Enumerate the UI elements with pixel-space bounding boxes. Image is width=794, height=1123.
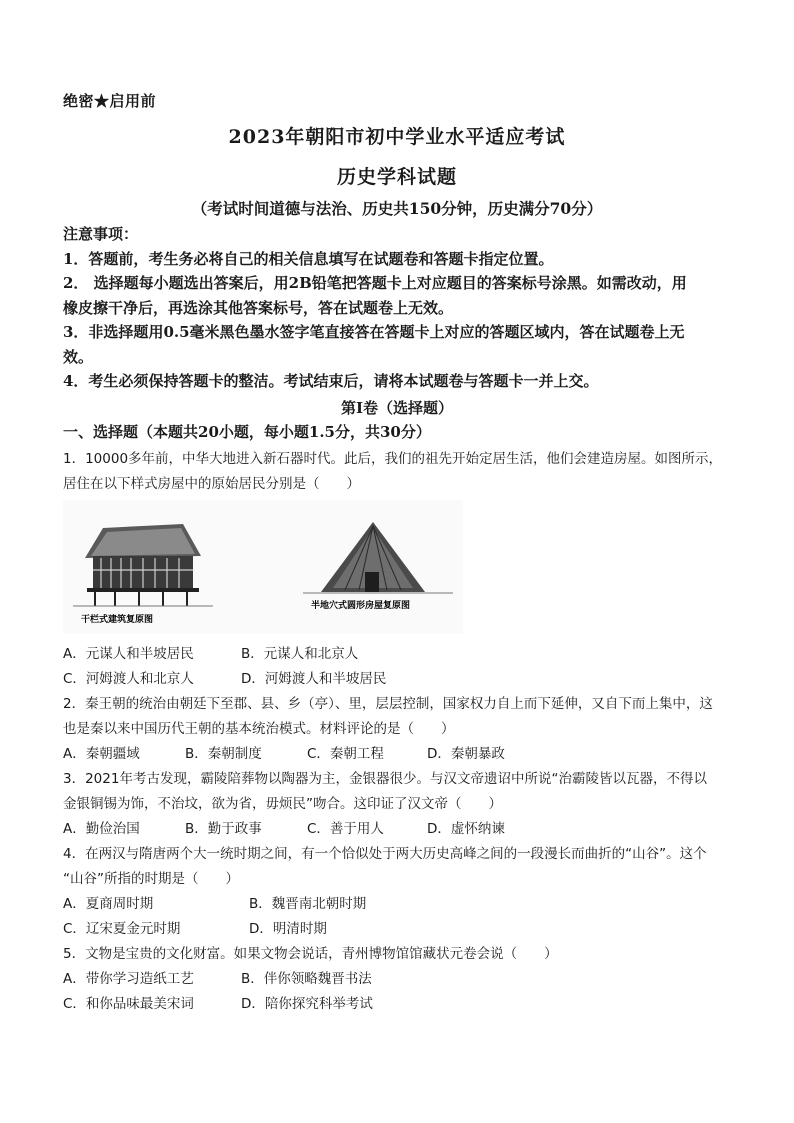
option-b[interactable]: B．元谋人和北京人 xyxy=(241,646,359,662)
question-5 xyxy=(63,942,743,967)
option-c[interactable]: C．和你品味最美宋词 xyxy=(63,996,194,1012)
note-line: 3．非选择题用0.5毫米黑色墨水签字笔直接答在答题卡上对应的答题区域内，答在试题卷上无 xyxy=(63,323,685,341)
option-b[interactable]: B．伴你领略魏晋书法 xyxy=(241,971,372,987)
question-text: 2．秦王朝的统治由朝廷下至郡、县、乡（亭）、里，层层控制，国家权力自上而下延伸，又自下而上集中，这 xyxy=(63,696,713,712)
exam-subtitle: （考试时间道德与法治、历史共150分钟，历史满分70分） xyxy=(191,199,603,218)
note-line: 效。 xyxy=(63,347,94,366)
question-2-options xyxy=(63,742,505,767)
note-line: 橡皮擦干净后，再选涂其他答案标号，答在试题卷上无效。 xyxy=(63,298,454,317)
caption-stilt-house: 干栏式建筑复原图 xyxy=(81,615,154,625)
question-4-options xyxy=(63,892,366,942)
option-d[interactable]: D．河姆渡人和半坡居民 xyxy=(241,671,387,687)
confidential-mark: 绝密★启用前 xyxy=(63,92,157,110)
question-text: “山谷”所指的时期是（ ） xyxy=(63,871,239,887)
option-b[interactable]: B．魏晋南北朝时期 xyxy=(249,896,367,912)
part-title: 一、选择题（本题共20小题，每小题1.5分，共30分） xyxy=(63,423,431,441)
option-d[interactable]: D．陪你探究科举考试 xyxy=(241,996,373,1012)
option-a[interactable]: A．勤俭治国 xyxy=(63,821,140,837)
option-c[interactable]: C．善于用人 xyxy=(307,821,384,837)
question-text: 4．在两汉与隋唐两个大一统时期之间，有一个恰似处于两大历史高峰之间的一段漫长而曲折的“山谷”。这个 xyxy=(63,846,707,862)
option-a[interactable]: A．秦朝疆域 xyxy=(63,746,140,762)
question-text: 3．2021年考古发现，霸陵陪葬物以陶器为主，金银器很少。与汉文帝遗诏中所说“治霸陵皆以瓦器，不得以 xyxy=(63,771,707,787)
question-1-options xyxy=(63,642,386,692)
option-b[interactable]: B．秦朝制度 xyxy=(185,746,262,762)
question-3 xyxy=(63,767,743,817)
question-1 xyxy=(63,447,743,497)
option-d[interactable]: D．明清时期 xyxy=(249,921,327,937)
option-d[interactable]: D．秦朝暴政 xyxy=(427,746,505,762)
question-text: 居住在以下样式房屋中的原始居民分别是（ ） xyxy=(63,476,360,492)
question-3-options xyxy=(63,817,505,842)
caption-round-house: 半地穴式圆形房屋复原图 xyxy=(311,601,411,611)
question-4 xyxy=(63,842,743,892)
question-text: 金银铜锡为饰，不治坟，欲为省，毋烦民”吻合。这印证了汉文帝（ ） xyxy=(63,796,502,812)
option-c[interactable]: C．辽宋夏金元时期 xyxy=(63,921,181,937)
question-text: 1．10000多年前，中华大地进入新石器时代。此后，我们的祖先开始定居生活，他们会建造房屋。如图所示， xyxy=(63,451,723,467)
notes-heading: 注意事项： xyxy=(63,225,139,243)
subject-title: 历史学科试题 xyxy=(336,166,457,188)
option-b[interactable]: B．勤于政事 xyxy=(185,821,262,837)
option-d[interactable]: D．虚怀纳谏 xyxy=(427,821,505,837)
question-2 xyxy=(63,692,743,742)
question-text: 也是秦以来中国历代王朝的基本统治模式。材料评论的是（ ） xyxy=(63,721,455,737)
house-figure xyxy=(63,500,463,634)
note-line: 4．考生必须保持答题卡的整洁。考试结束后，请将本试题卷与答题卡一并上交。 xyxy=(63,372,599,390)
option-a[interactable]: A．夏商周时期 xyxy=(63,896,154,912)
house-illustrations xyxy=(63,500,463,634)
exam-title: 2023年朝阳市初中学业水平适应考试 xyxy=(228,126,566,148)
note-line: 2． 选择题每小题选出答案后，用2B铅笔把答题卡上对应题目的答案标号涂黑。如需改动，用 xyxy=(63,274,687,292)
option-a[interactable]: A．元谋人和半坡居民 xyxy=(63,646,194,662)
notes-block xyxy=(63,222,743,394)
option-c[interactable]: C．秦朝工程 xyxy=(307,746,384,762)
note-line: 1．答题前，考生务必将自己的相关信息填写在试题卷和答题卡指定位置。 xyxy=(63,249,554,268)
section-title: 第Ⅰ卷（选择题） xyxy=(340,399,454,417)
question-text: 5．文物是宝贵的文化财富。如果文物会说话，青州博物馆馆藏状元卷会说（ ） xyxy=(63,946,558,962)
question-5-options xyxy=(63,967,373,1017)
option-a[interactable]: A．带你学习造纸工艺 xyxy=(63,971,194,987)
option-c[interactable]: C．河姆渡人和北京人 xyxy=(63,671,194,687)
